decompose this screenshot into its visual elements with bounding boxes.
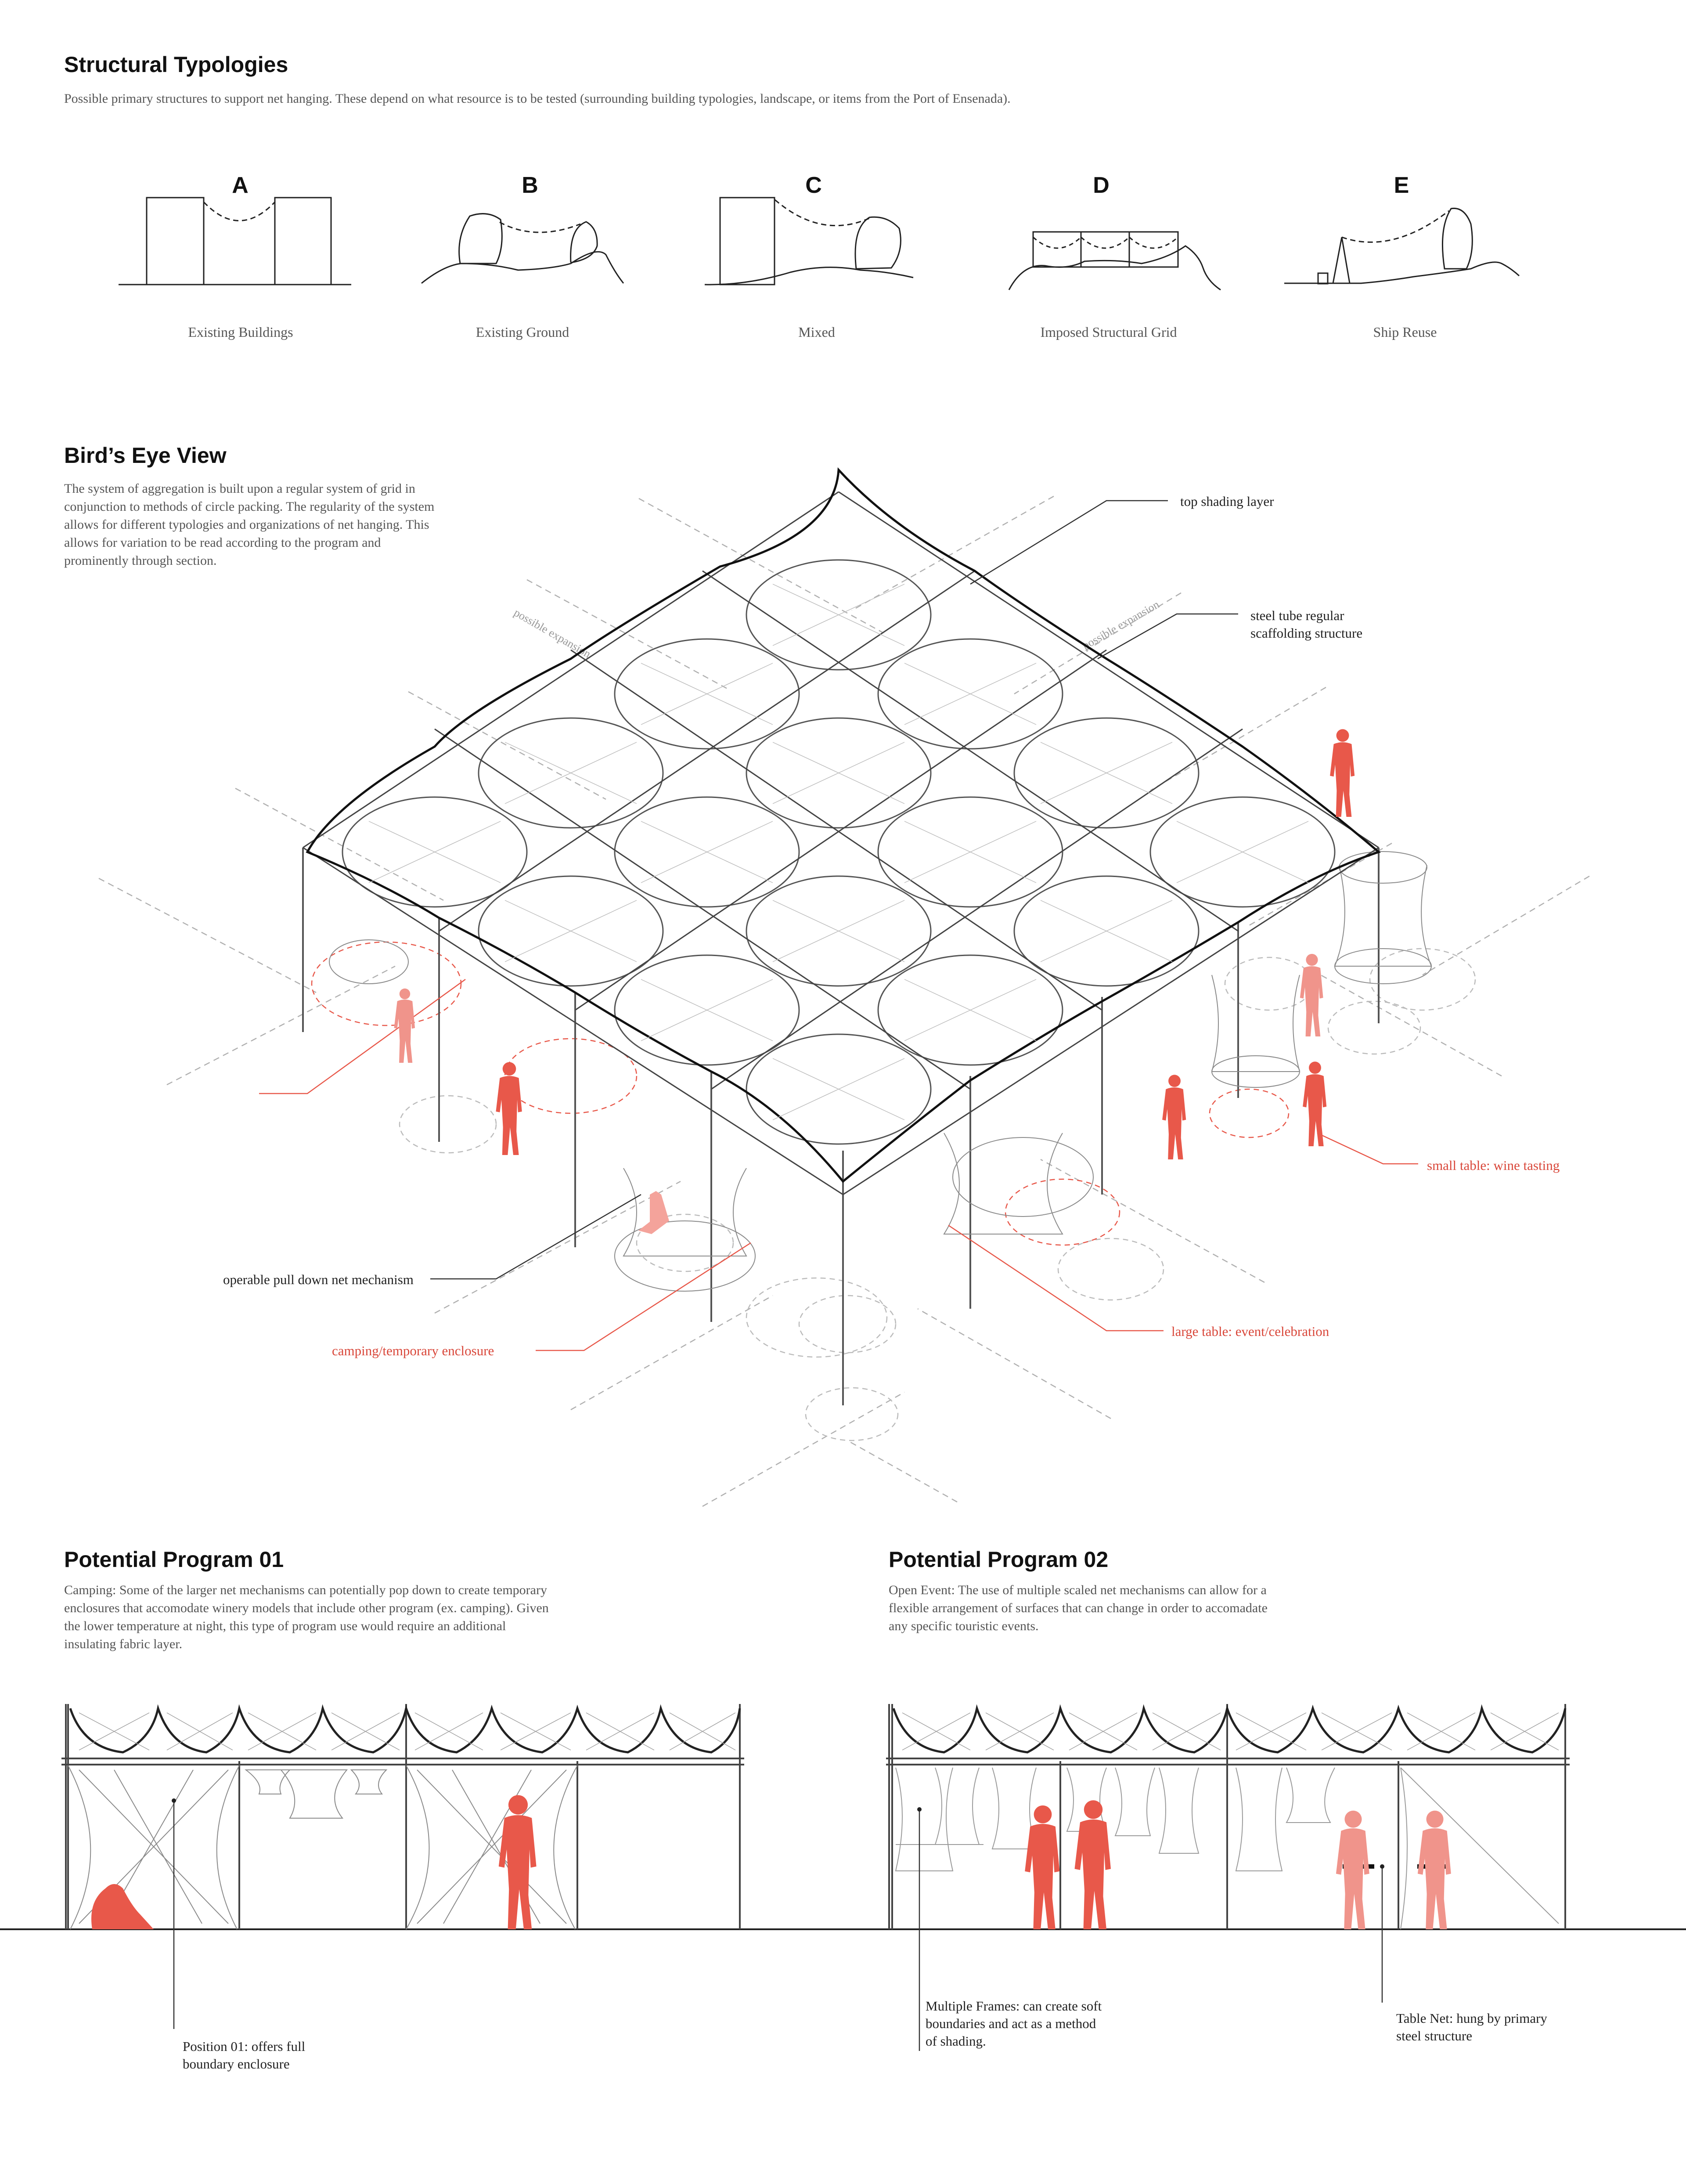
person-figure <box>1418 1811 1451 1929</box>
program01-body: Camping: Some of the larger net mechanisms can potentially pop down to create temporary enclosures that accomodate winery models that include other program (ex. camping). Given the lower temperature at night, this type of program use would require an additional insulating fabric layer. <box>64 1583 549 1651</box>
label-camping: camping/temporary enclosure <box>332 1343 494 1358</box>
canopy-modules <box>342 560 1335 1144</box>
person-figure <box>1025 1805 1059 1929</box>
structural-title: Structural Typologies <box>64 52 288 77</box>
person-figure <box>1330 729 1355 817</box>
canopy-mesh <box>369 584 1308 1120</box>
typology-e-diagram <box>1284 208 1519 284</box>
type-c-caption: Mixed <box>798 324 835 340</box>
person-figure <box>1300 954 1323 1036</box>
type-e-letter: E <box>1394 173 1409 198</box>
typology-b-diagram <box>422 214 623 283</box>
program02-body: Open Event: The use of multiple scaled net mechanisms can allow for a flexible arrangement of surfaces that can change in order to accomadate any specific touristic events. <box>889 1583 1268 1633</box>
structural-intro: Possible primary structures to support net hanging. These depend on what resource is to be tested (surrounding building typologies, landscape, or items from the Port of Ensenada). <box>64 91 1011 106</box>
person-figure <box>1336 1811 1369 1929</box>
type-b-caption: Existing Ground <box>476 324 569 340</box>
canopy-edge <box>307 470 1379 1181</box>
label-top-shading: top shading layer <box>1180 494 1274 509</box>
birdseye-canopy <box>303 470 1379 1195</box>
program02-note-table: Table Net: hung by primary steel structure <box>1396 2011 1547 2043</box>
program02-note-frames: Multiple Frames: can create soft boundaries and act as a method of shading. <box>926 1998 1102 2049</box>
birdseye-guides <box>99 496 1589 1506</box>
program02-title: Potential Program 02 <box>889 1547 1109 1572</box>
canopy-grid <box>303 492 1379 1195</box>
program01-section <box>0 1704 755 2029</box>
sitting-person-figure <box>91 1884 154 1929</box>
person-figure <box>1303 1061 1326 1146</box>
sitting-person-figure <box>638 1191 669 1234</box>
label-possible-expansion-left: possible expansion <box>512 606 593 661</box>
birdseye-leaders <box>259 501 1418 1350</box>
type-b-letter: B <box>522 173 538 198</box>
type-a-caption: Existing Buildings <box>188 324 293 340</box>
type-e-caption: Ship Reuse <box>1373 324 1437 340</box>
label-operable: operable pull down net mechanism <box>223 1272 414 1287</box>
person-figure <box>496 1062 522 1155</box>
type-d-letter: D <box>1093 173 1110 198</box>
birdseye-red-footprints <box>312 942 1289 1245</box>
birdseye-title: Bird’s Eye View <box>64 443 227 468</box>
program02-section <box>755 1704 1686 2051</box>
label-steel-tube: steel tube regular scaffolding structure <box>1250 608 1363 641</box>
type-c-letter: C <box>805 173 822 198</box>
type-d-caption: Imposed Structural Grid <box>1040 324 1177 340</box>
typology-a-diagram <box>119 198 351 285</box>
birdseye-body: The system of aggregation is built upon a regular system of grid in conjunction to methods of circle packing. The regularity of the system allows for different typologies and organizations of net hanging. This allows for variation to be read according to the program and prominently through section. <box>64 481 435 568</box>
birdseye-hanging-nets <box>329 852 1431 1291</box>
program01-note: Position 01: offers full boundary enclosure <box>183 2039 306 2072</box>
typology-d-diagram <box>1009 232 1221 290</box>
label-large-table: large table: event/celebration <box>1171 1324 1329 1339</box>
label-possible-expansion-right: possible expansion <box>1080 598 1162 653</box>
person-figure <box>1075 1800 1111 1929</box>
typology-c-diagram <box>705 198 913 285</box>
person-figure <box>1162 1075 1186 1159</box>
program01-title: Potential Program 01 <box>64 1547 284 1572</box>
type-a-letter: A <box>232 173 249 198</box>
person-figure <box>499 1795 537 1930</box>
person-figure <box>394 989 415 1063</box>
label-small-table: small table: wine tasting <box>1427 1158 1560 1173</box>
